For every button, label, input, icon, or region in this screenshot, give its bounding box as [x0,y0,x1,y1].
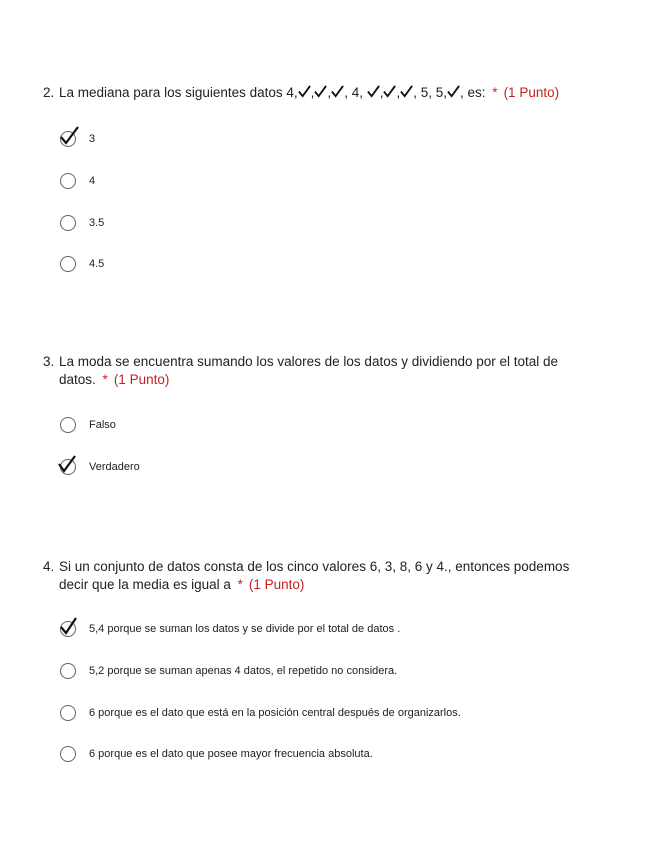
question-text-part: , [310,85,315,100]
option-label: 3 [89,133,96,145]
option-item[interactable] [60,661,397,681]
option-item[interactable] [60,129,95,149]
option-label: 5,4 porque se suman los datos y se divide por el total de datos . [89,623,401,635]
option-item[interactable] [60,703,461,723]
required-marker: * [492,85,498,100]
option-label: 6 porque es el dato que está en la posición central después de organizarlos. [89,707,461,719]
radio-circle-icon [60,215,76,231]
question-text-part: , 4, [344,85,367,100]
handwritten-checkmark-icon [58,125,80,147]
option-item[interactable] [60,744,373,764]
question-2-header [43,84,603,102]
handwritten-checkmark-icon [58,615,80,637]
radio-button[interactable] [60,663,76,679]
option-label: 3.5 [89,217,105,229]
question-text-part: , [327,85,332,100]
handwritten-checkmark-icon [298,85,311,98]
option-label: 6 porque es el dato que posee mayor frecuencia absoluta. [89,748,373,760]
question-text-line: datos. [59,372,96,387]
option-label: Falso [89,419,116,431]
option-label: Verdadero [89,461,140,473]
question-text-line: decir que la media es igual a [59,577,231,592]
required-marker: * [237,577,243,592]
option-item[interactable] [60,254,104,274]
question-number: 4. [43,559,55,574]
radio-circle-icon [60,173,76,189]
option-item[interactable] [60,213,104,233]
option-label: 4 [89,175,96,187]
question-text-line: Si un conjunto de datos consta de los cinco valores 6, 3, 8, 6 y 4., entonces podemos [59,559,570,574]
option-item[interactable] [60,171,95,191]
points-label: (1 Punto) [503,85,560,100]
option-item[interactable] [60,415,116,435]
question-text [59,558,603,594]
points-label: (1 Punto) [248,577,305,592]
handwritten-checkmark-icon [447,85,460,98]
handwritten-checkmark-icon [383,85,396,98]
question-3 [43,353,603,473]
question-number: 3. [43,354,55,369]
question-2 [43,84,603,270]
question-text [59,84,603,102]
radio-button[interactable] [60,173,76,189]
option-item[interactable] [60,457,140,477]
handwritten-checkmark-icon [400,85,413,98]
question-text-part: , es: [460,85,486,100]
option-label: 4.5 [89,258,105,270]
radio-button[interactable] [60,705,76,721]
radio-circle-icon [60,663,76,679]
option-item[interactable] [60,619,400,639]
question-text-part: La mediana para los siguientes datos 4, [59,85,298,100]
question-3-header [43,353,603,389]
radio-button[interactable] [60,256,76,272]
radio-button[interactable] [60,215,76,231]
radio-circle-icon [60,417,76,433]
question-text-part: , [379,85,384,100]
question-4 [43,558,603,760]
question-text [59,353,603,389]
question-4-header [43,558,603,594]
required-marker: * [102,372,108,387]
radio-circle-icon [60,256,76,272]
handwritten-checkmark-icon [367,85,380,98]
question-text-part: , [396,85,401,100]
radio-selected[interactable] [60,459,76,475]
handwritten-checkmark-icon [58,453,80,475]
question-text-line: La moda se encuentra sumando los valores de los datos y dividiendo por el total de [59,354,559,369]
radio-button[interactable] [60,417,76,433]
radio-selected[interactable] [60,131,76,147]
question-text-part: , 5, 5, [413,85,448,100]
radio-circle-icon [60,746,76,762]
radio-selected[interactable] [60,621,76,637]
radio-circle-icon [60,705,76,721]
option-label: 5,2 porque se suman apenas 4 datos, el repetido no considera. [89,665,398,677]
question-number: 2. [43,85,55,100]
points-label: (1 Punto) [113,372,170,387]
handwritten-checkmark-icon [331,85,344,98]
radio-button[interactable] [60,746,76,762]
handwritten-checkmark-icon [314,85,327,98]
